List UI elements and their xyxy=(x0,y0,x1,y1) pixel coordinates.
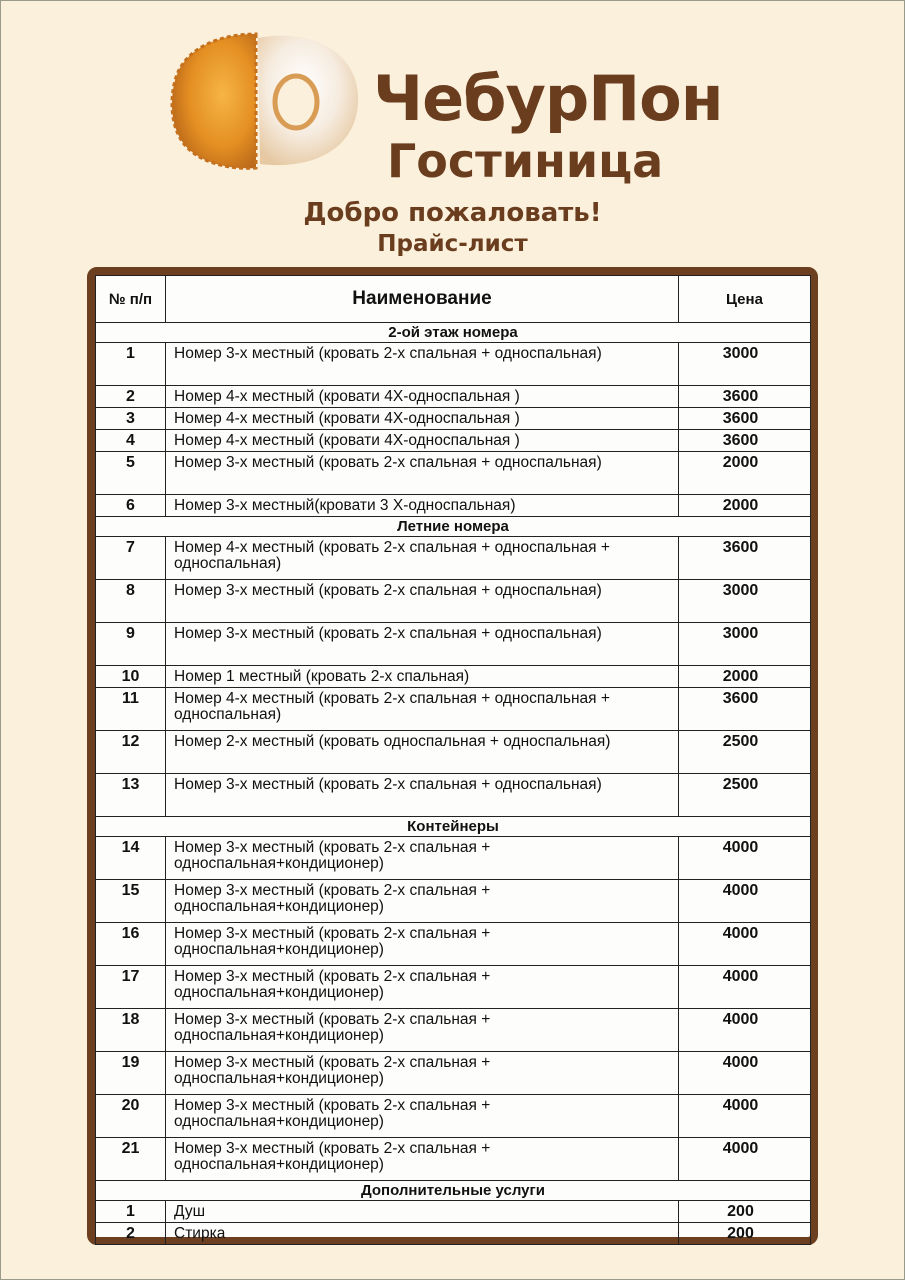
price-table-frame xyxy=(87,267,818,1245)
room-price: 3600 xyxy=(679,537,811,580)
table-row xyxy=(96,430,811,452)
table-header-row xyxy=(96,276,811,323)
table-row xyxy=(96,1052,811,1095)
room-name: Номер 3-х местный (кровать 2-х спальная + односпальная+кондиционер) xyxy=(166,966,679,1009)
room-name: Стирка xyxy=(166,1223,679,1245)
row-number: 9 xyxy=(96,623,166,666)
table-row xyxy=(96,1138,811,1181)
row-number: 3 xyxy=(96,408,166,430)
brand-name: ЧебурПон xyxy=(373,62,723,135)
room-price: 2500 xyxy=(679,774,811,817)
table-row xyxy=(96,580,811,623)
room-name: Номер 2-х местный (кровать односпальная + односпальная) xyxy=(166,731,679,774)
price-table xyxy=(95,275,811,1245)
room-price: 2500 xyxy=(679,731,811,774)
section-row xyxy=(96,517,811,537)
row-number: 2 xyxy=(96,1223,166,1245)
row-number: 21 xyxy=(96,1138,166,1181)
row-number: 11 xyxy=(96,688,166,731)
room-price: 4000 xyxy=(679,1138,811,1181)
room-name: Номер 3-х местный (кровать 2-х спальная + односпальная+кондиционер) xyxy=(166,1138,679,1181)
row-number: 19 xyxy=(96,1052,166,1095)
row-number: 10 xyxy=(96,666,166,688)
row-number: 12 xyxy=(96,731,166,774)
room-price: 3600 xyxy=(679,386,811,408)
row-number: 5 xyxy=(96,452,166,495)
table-row xyxy=(96,923,811,966)
row-number: 16 xyxy=(96,923,166,966)
row-number: 18 xyxy=(96,1009,166,1052)
room-name: Номер 3-х местный (кровать 2-х спальная + односпальная) xyxy=(166,580,679,623)
section-row xyxy=(96,1181,811,1201)
room-price: 2000 xyxy=(679,666,811,688)
row-number: 1 xyxy=(96,343,166,386)
row-number: 13 xyxy=(96,774,166,817)
table-row xyxy=(96,774,811,817)
welcome-text: Добро пожаловать! xyxy=(303,198,602,228)
table-row xyxy=(96,1223,811,1245)
brand-subtitle: Гостиница xyxy=(387,134,664,188)
room-price: 4000 xyxy=(679,1052,811,1095)
row-number: 1 xyxy=(96,1201,166,1223)
row-number: 14 xyxy=(96,837,166,880)
row-number: 15 xyxy=(96,880,166,923)
room-price: 3000 xyxy=(679,343,811,386)
table-row xyxy=(96,1009,811,1052)
room-name: Номер 3-х местный (кровать 2-х спальная + односпальная+кондиционер) xyxy=(166,923,679,966)
room-price: 3600 xyxy=(679,408,811,430)
room-price: 200 xyxy=(679,1223,811,1245)
pricelist-title: Прайс-лист xyxy=(377,231,528,257)
cheburek-donut-logo-icon xyxy=(168,30,360,172)
room-name: Номер 4-х местный (кровати 4Х-односпальная ) xyxy=(166,408,679,430)
room-price: 4000 xyxy=(679,1095,811,1138)
table-row xyxy=(96,386,811,408)
table-row xyxy=(96,408,811,430)
room-price: 2000 xyxy=(679,495,811,517)
room-name: Номер 3-х местный (кровать 2-х спальная + односпальная+кондиционер) xyxy=(166,837,679,880)
room-price: 3600 xyxy=(679,688,811,731)
row-number: 8 xyxy=(96,580,166,623)
row-number: 7 xyxy=(96,537,166,580)
header-price: Цена xyxy=(679,276,811,323)
header-name: Наименование xyxy=(166,276,679,323)
room-name: Номер 3-х местный (кровать 2-х спальная + односпальная) xyxy=(166,774,679,817)
room-name: Номер 3-х местный (кровать 2-х спальная + односпальная+кондиционер) xyxy=(166,1095,679,1138)
section-row xyxy=(96,323,811,343)
table-row xyxy=(96,452,811,495)
table-row xyxy=(96,1201,811,1223)
room-name: Номер 3-х местный (кровать 2-х спальная + односпальная+кондиционер) xyxy=(166,880,679,923)
room-name: Номер 4-х местный (кровати 4Х-односпальная ) xyxy=(166,430,679,452)
section-row xyxy=(96,817,811,837)
table-row xyxy=(96,837,811,880)
room-name: Номер 3-х местный (кровать 2-х спальная + односпальная) xyxy=(166,623,679,666)
room-name: Номер 3-х местный (кровать 2-х спальная + односпальная) xyxy=(166,343,679,386)
room-name: Душ xyxy=(166,1201,679,1223)
room-price: 200 xyxy=(679,1201,811,1223)
room-name: Номер 3-х местный (кровать 2-х спальная + односпальная+кондиционер) xyxy=(166,1052,679,1095)
room-price: 3000 xyxy=(679,623,811,666)
table-body xyxy=(96,323,811,1245)
room-name: Номер 4-х местный (кровать 2-х спальная + односпальная + односпальная) xyxy=(166,688,679,731)
room-name: Номер 1 местный (кровать 2-х спальная) xyxy=(166,666,679,688)
section-title: Контейнеры xyxy=(96,817,811,837)
table-row xyxy=(96,343,811,386)
room-name: Номер 3-х местный (кровать 2-х спальная + односпальная+кондиционер) xyxy=(166,1009,679,1052)
table-row xyxy=(96,537,811,580)
room-price: 4000 xyxy=(679,880,811,923)
donut-hole xyxy=(275,76,317,128)
room-name: Номер 3-х местный (кровать 2-х спальная + односпальная) xyxy=(166,452,679,495)
row-number: 4 xyxy=(96,430,166,452)
welcome-heading xyxy=(0,200,905,226)
room-price: 4000 xyxy=(679,923,811,966)
room-name: Номер 4-х местный (кровати 4Х-односпальная ) xyxy=(166,386,679,408)
section-title: 2-ой этаж номера xyxy=(96,323,811,343)
table-row xyxy=(96,623,811,666)
room-price: 3000 xyxy=(679,580,811,623)
room-price: 3600 xyxy=(679,430,811,452)
table-row xyxy=(96,731,811,774)
table-row xyxy=(96,666,811,688)
room-price: 4000 xyxy=(679,966,811,1009)
section-title: Дополнительные услуги xyxy=(96,1181,811,1201)
table-row xyxy=(96,880,811,923)
room-price: 2000 xyxy=(679,452,811,495)
section-title: Летние номера xyxy=(96,517,811,537)
room-name: Номер 4-х местный (кровать 2-х спальная + односпальная + односпальная) xyxy=(166,537,679,580)
row-number: 20 xyxy=(96,1095,166,1138)
table-row xyxy=(96,688,811,731)
row-number: 2 xyxy=(96,386,166,408)
cheburek-shape xyxy=(172,34,256,168)
row-number: 6 xyxy=(96,495,166,517)
row-number: 17 xyxy=(96,966,166,1009)
room-price: 4000 xyxy=(679,1009,811,1052)
table-row xyxy=(96,966,811,1009)
table-row xyxy=(96,1095,811,1138)
room-name: Номер 3-х местный(кровати 3 Х-односпальная) xyxy=(166,495,679,517)
header-num: № п/п xyxy=(96,276,166,323)
room-price: 4000 xyxy=(679,837,811,880)
table-row xyxy=(96,495,811,517)
